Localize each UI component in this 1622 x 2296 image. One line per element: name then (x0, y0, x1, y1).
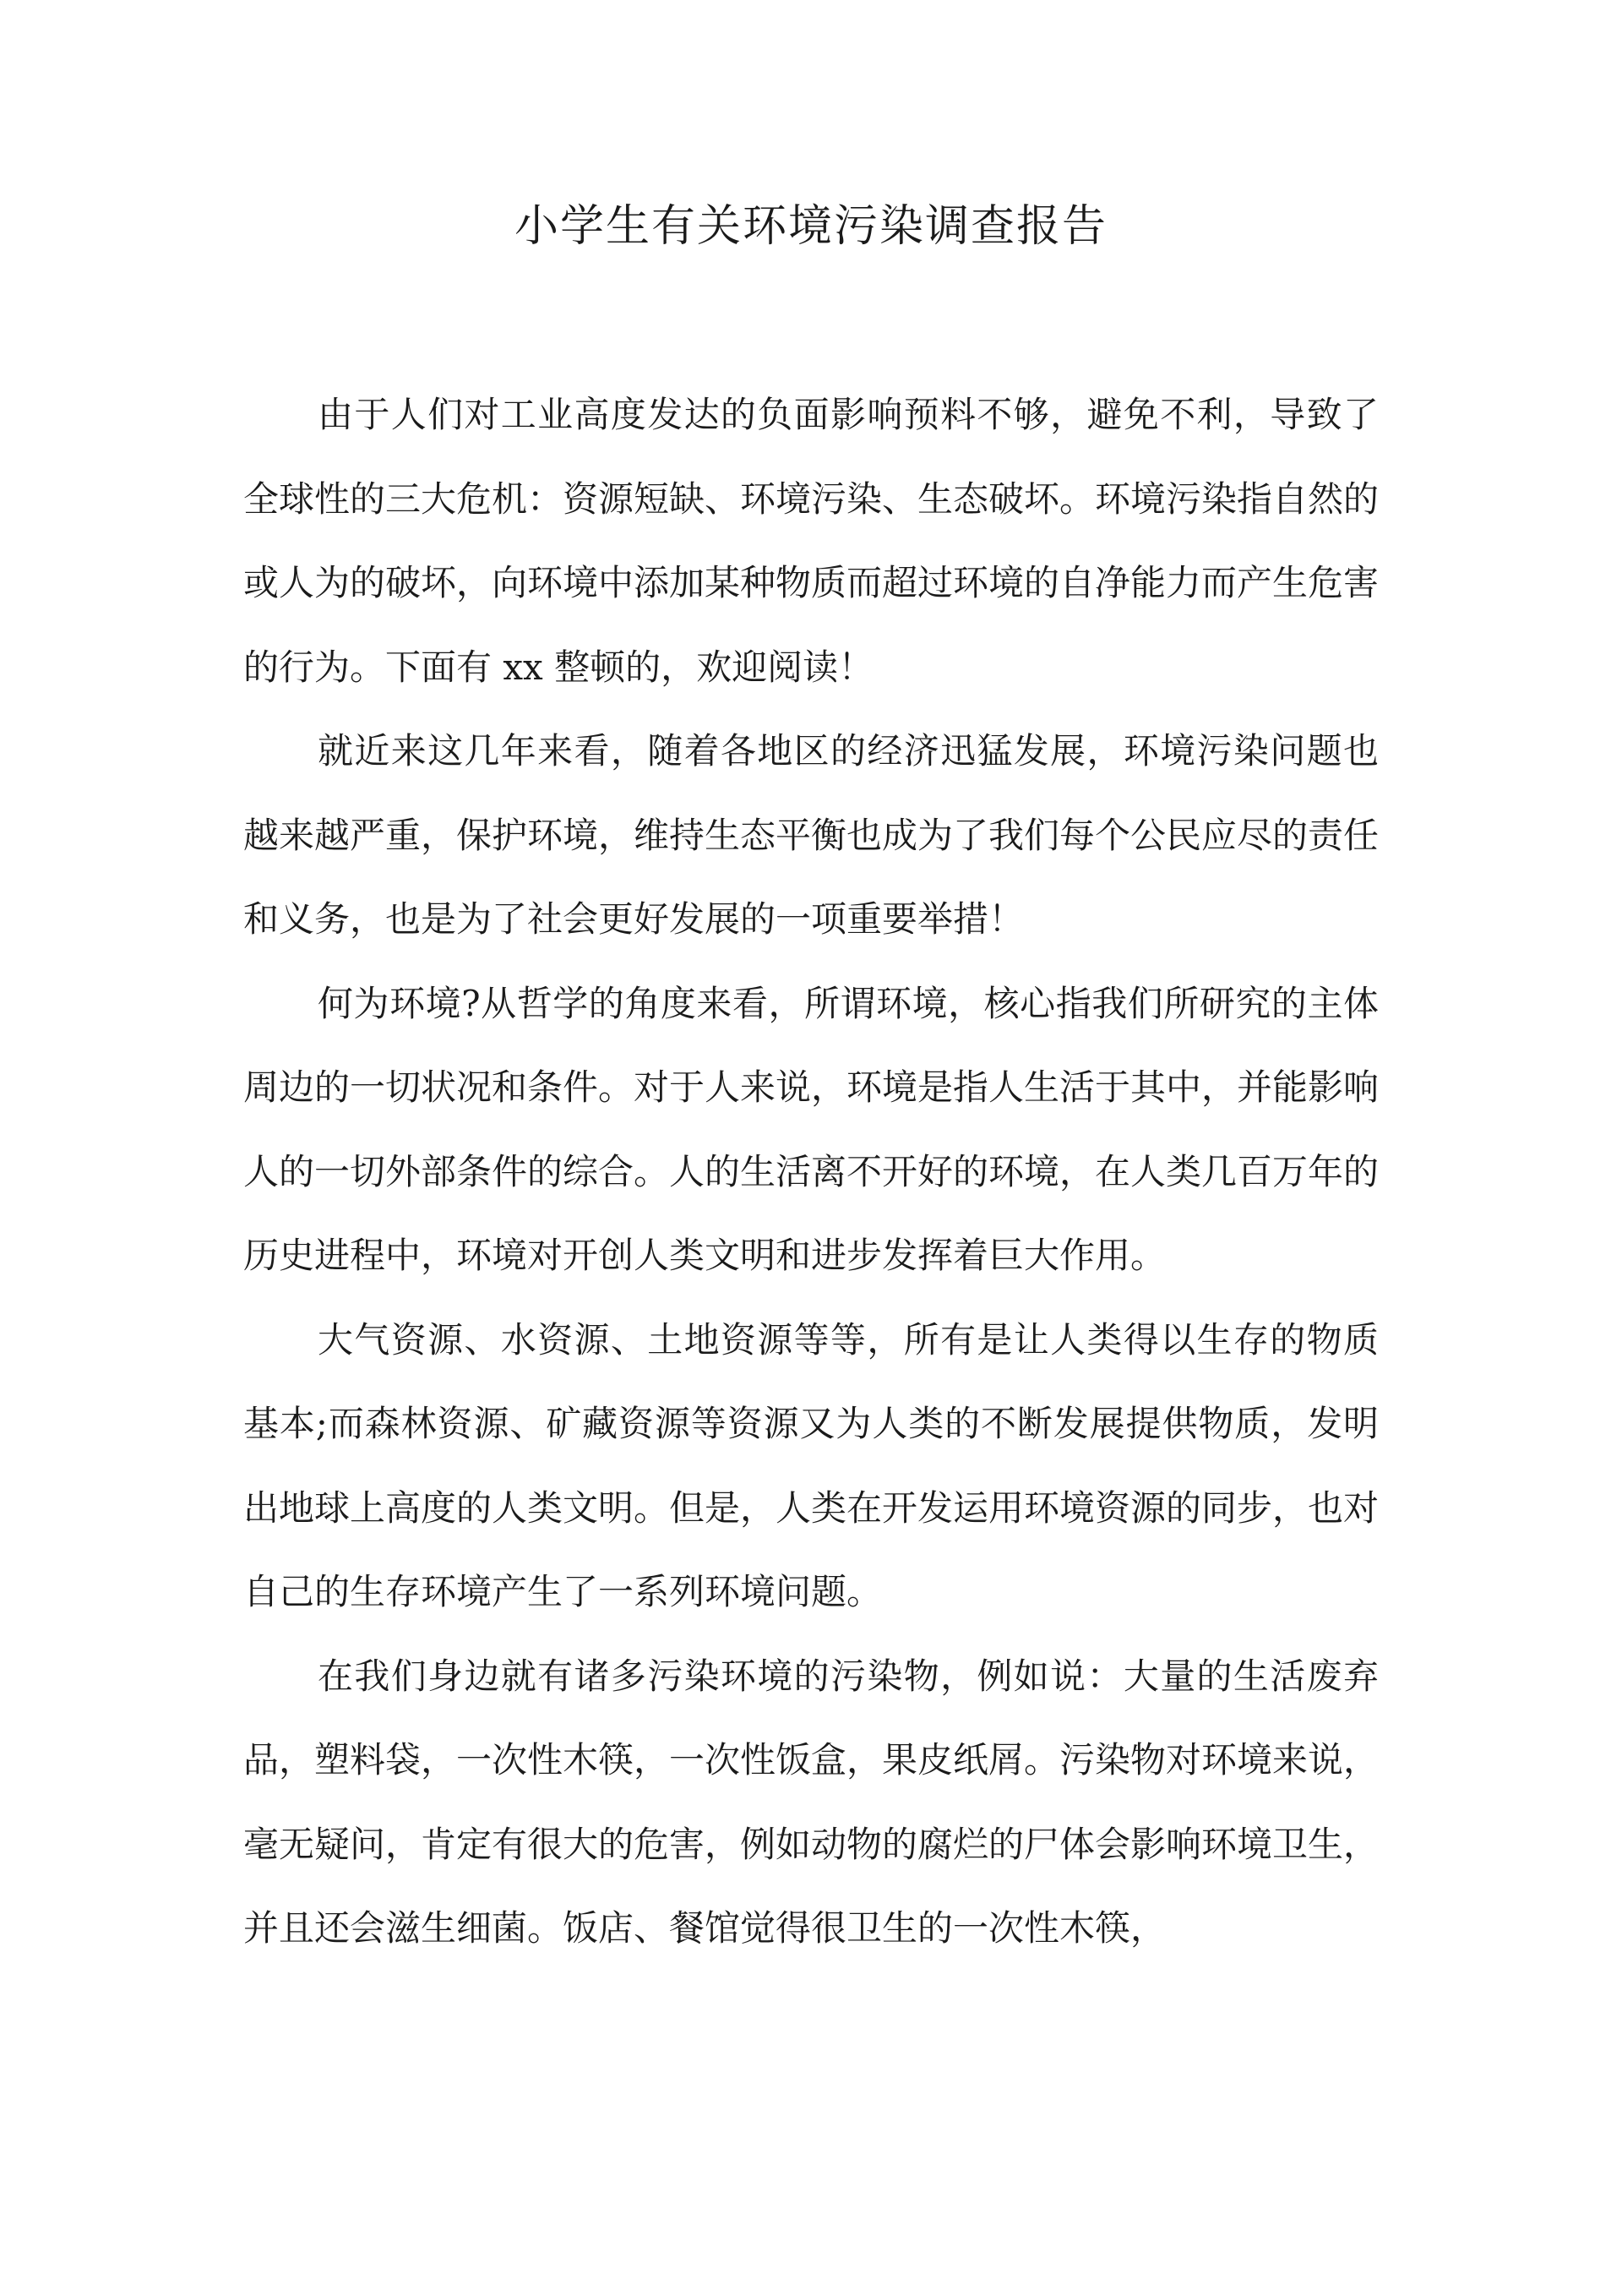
document-title: 小学生有关环境污染调查报告 (514, 201, 1108, 252)
document-body (243, 373, 1379, 1971)
paragraph-what-is-environment: 何为环境?从哲学的角度来看，所谓环境，核心指我们所研究的主体周边的一切状况和条件。对于人来说，环境是指人生活于其中，并能影响人的一切外部条件的综合。人的生活离不开好的环境，在人类几百万年的历史进程中，环境对开创人类文明和进步发挥着巨大作用。 (243, 982, 1380, 1276)
paragraph-recent-years: 就近来这几年来看，随着各地区的经济迅猛发展，环境污染问题也越来越严重，保护环境，维持生态平衡也成为了我们每个公民应尽的责任和义务，也是为了社会更好发展的一项重要举措！ (243, 730, 1380, 940)
paragraph-pollutants: 在我们身边就有诸多污染环境的污染物，例如说：大量的生活废弃品，塑料袋，一次性木筷，一次性饭盒，果皮纸屑。污染物对环境来说，毫无疑问，肯定有很大的危害，例如动物的腐烂的尸体会影响环境卫生，并且还会滋生细菌。饭店、餐馆觉得很卫生的一次性木筷， (243, 1655, 1380, 1949)
paragraph-resources: 大气资源、水资源、土地资源等等，所有是让人类得以生存的物质基本;而森林资源、矿藏资源等资源又为人类的不断发展提供物质，发明出地球上高度的人类文明。但是，人类在开发运用环境资源的同步，也对自己的生存环境产生了一系列环境问题。 (243, 1318, 1380, 1612)
paragraph-intro: 由于人们对工业高度发达的负面影响预料不够，避免不利，导致了全球性的三大危机：资源短缺、环境污染、生态破坏。环境污染指自然的或人为的破坏，向环境中添加某种物质而超过环境的自净能力而产生危害的行为。下面有 xx 整顿的，欢迎阅读！ (243, 394, 1380, 688)
